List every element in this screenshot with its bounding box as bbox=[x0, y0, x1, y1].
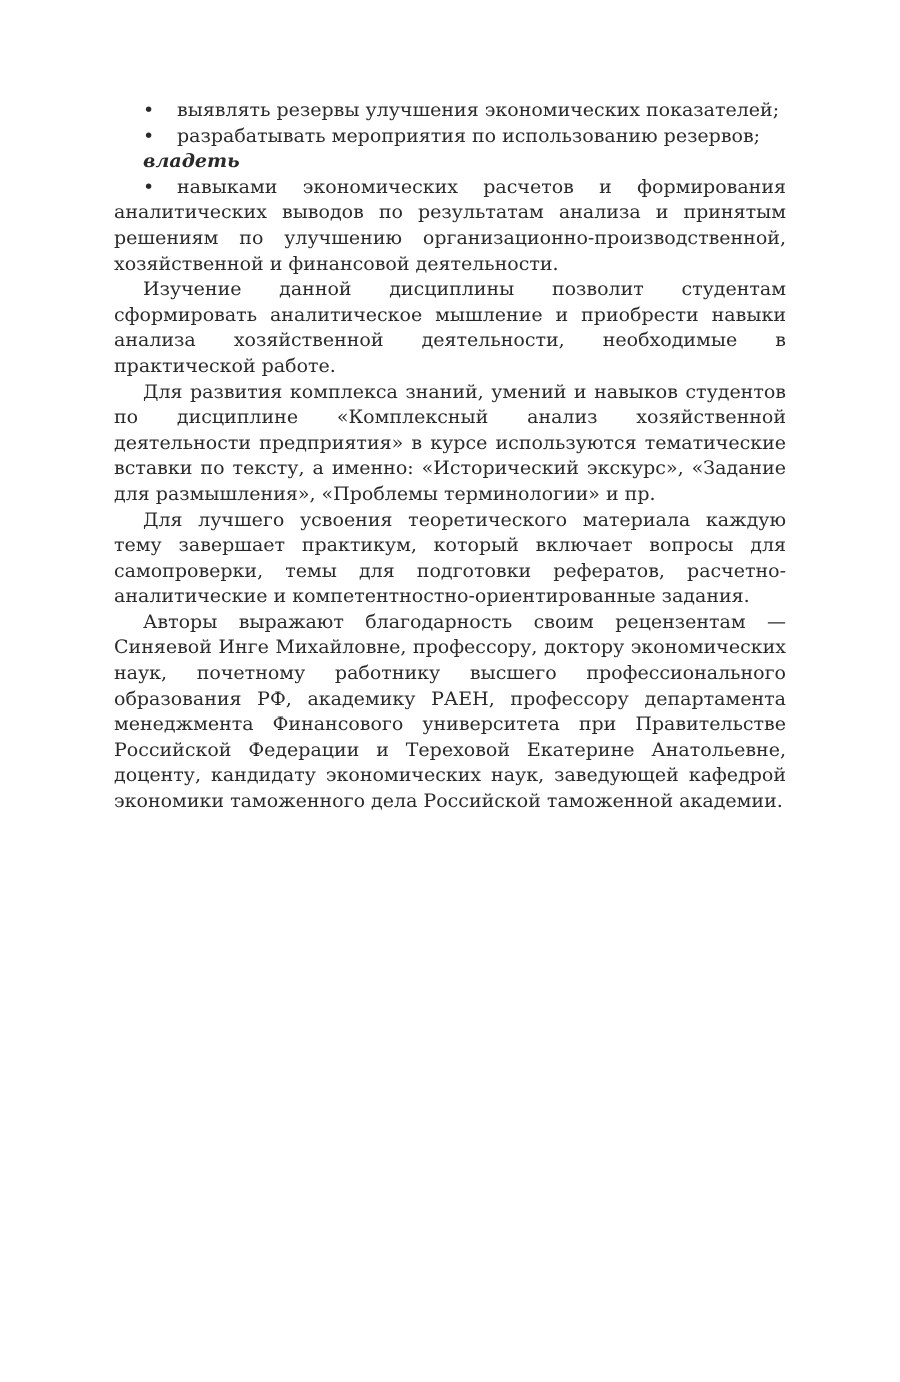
paragraph: Авторы выражают благодарность своим рецензентам — Синяевой Инге Михайловне, профессору, доктору экономических наук, почетному работнику высшего профессионального образования РФ, академику РАЕН, профессору департамента менеджмента Финансового университета при Правительстве Российской Федерации и Тереховой Екатерине Анатольевне, доценту, кандидату экономических наук, заведующей кафедрой экономики таможенного дела Российской таможенной академии. bbox=[114, 610, 786, 813]
bullet-icon: • bbox=[143, 124, 155, 147]
list-item bbox=[114, 124, 786, 150]
document-page bbox=[114, 98, 786, 815]
bullet-icon: • bbox=[143, 175, 155, 198]
section-heading: владеть bbox=[143, 150, 240, 173]
list-item bbox=[114, 175, 786, 277]
list-item bbox=[114, 98, 786, 124]
bullet-icon: • bbox=[143, 99, 155, 121]
list-item-text: разрабатывать мероприятия по использованию резервов; bbox=[177, 124, 761, 147]
paragraph: Для развития комплекса знаний, умений и навыков студентов по дисциплине «Комплексный анализ хозяйственной деятельности предприятия» в курсе используются тематические вставки по тексту, а именно: «Исторический экскурс», «Задание для размышления», «Проблемы терминологии» и пр. bbox=[114, 380, 786, 505]
paragraph: Изучение данной дисциплины позволит студентам сформировать аналитическое мышление и приобрести навыки анализа хозяйственной деятельности, необходимые в практической работе. bbox=[114, 278, 786, 377]
list-item-text: выявлять резервы улучшения экономических показателей; bbox=[177, 99, 780, 121]
list-item-text: навыками экономических расчетов и формирования аналитических выводов по результатам анализа и принятым решениям по улучшению организационно-производственной, хозяйственной и финансовой деятельности. bbox=[114, 175, 786, 275]
paragraph: Для лучшего усвоения теоретического материала каждую тему завершает практикум, который включает вопросы для самопроверки, темы для подготовки рефератов, расчетно-аналитические и компетентностно-ориентированные задания. bbox=[114, 508, 786, 608]
